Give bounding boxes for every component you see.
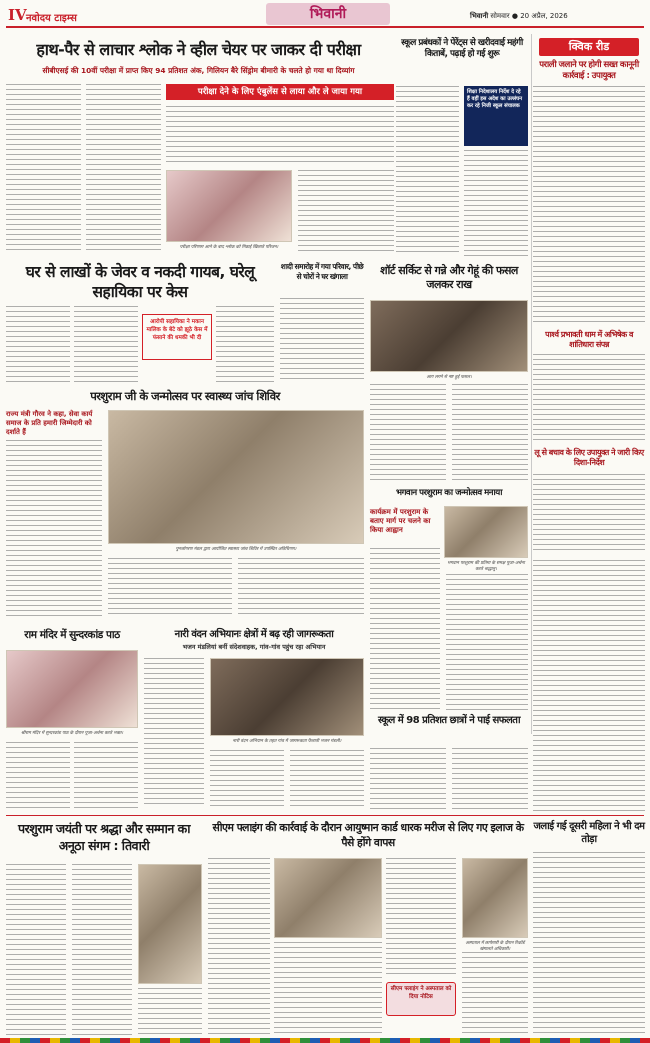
ram-body-col-2 (74, 742, 138, 812)
lead-body-col-2 (86, 84, 161, 252)
wedding-body (280, 298, 364, 382)
parshuram-jayanti-body-col-1 (6, 864, 66, 1036)
parshuram-jayanti-headline: परशुराम जयंती पर श्रद्धा और सम्मान का अनूठा संगम : तिवारी (18, 821, 190, 853)
ayushman-photo (274, 858, 382, 938)
janmotsav-subhead: कार्यक्रम में परशुराम के बताए मार्ग पर चलने का किया आह्वान (370, 508, 431, 534)
parshuram-jayanti-photo (138, 864, 202, 984)
quick-read-headline-2: पार्श्व प्रभावती धाम में अभिषेक व शांतिधारा संपन्न (545, 330, 633, 349)
lead-body-col-3 (166, 106, 394, 164)
quick-read-title: क्विक रीड (539, 38, 639, 56)
janmotsav-body-col-1 (370, 548, 440, 710)
nari-story (144, 628, 364, 812)
burn-story (533, 820, 645, 1036)
ram-photo (6, 650, 138, 728)
jewelry-body-col-2 (74, 306, 138, 382)
fire-body-col-2 (452, 384, 528, 484)
school-headline: स्कूल प्रबंधकों ने पेरेंट्स से खरीदवाई महंगी किताबें, पढ़ाई हो गई शुरू (401, 38, 523, 59)
fire-photo (370, 300, 528, 372)
column-divider-right (531, 34, 532, 734)
ram-story (6, 628, 138, 812)
ram-body-col-1 (6, 742, 70, 812)
ayushman-body-col-2 (386, 858, 456, 978)
burn-body (533, 852, 645, 1036)
lead-headline: हाथ-पैर से लाचार श्लोक ने व्हील चेयर पर जाकर दी परीक्षा (36, 40, 361, 59)
fire-body-col-1 (370, 384, 446, 484)
health-camp-subhead: राज्य मंत्री गौरव ने कहा, सेवा कार्य समाज के प्रति हमारी जिम्मेदारी को दर्शाते हैं (6, 410, 93, 436)
health-camp-body-col-3 (238, 558, 364, 616)
janmotsav-headline: भगवान परशुराम का जन्मोत्सव मनाया (396, 488, 502, 498)
wedding-headline: शादी समारोह में गया परिवार, पीछे से चोरों ने घर खंगाला (280, 262, 364, 281)
school-result-headline: स्कूल में 98 प्रतिशत छात्रों ने पाई सफलता (377, 715, 521, 726)
health-camp-headline: परशुराम जी के जन्मोत्सव पर स्वास्थ्य जांच शिविर (90, 389, 280, 403)
quick-read-sidebar (533, 34, 645, 554)
nari-photo (210, 658, 364, 736)
janmotsav-photo (444, 506, 528, 558)
school-callout: शिक्षा निदेशालय निर्देश दे रहे हैं वहीं इस अदेश का उल्लंघन कर रहे निजी स्कूल संचालक (464, 86, 528, 146)
section-title: भिवानी (266, 3, 390, 25)
ayushman-body-col-1 (208, 858, 270, 1036)
school-result-body-col-1 (370, 748, 446, 812)
school-result-body-col-2 (452, 748, 528, 812)
ram-headline: राम मंदिर में सुन्दरकांड पाठ (24, 629, 120, 641)
health-camp-caption: पुनर्जागरण मंडल द्वारा आयोजित स्वास्थ्य जांच शिविर में उपस्थित अतिथिगण। (175, 547, 297, 552)
jewelry-headline: घर से लाखों के जेवर व नकदी गायब, घरेलू सहायिका पर केस (25, 263, 255, 301)
jewelry-body-col-1 (6, 306, 70, 382)
lead-body-col-4 (298, 170, 394, 252)
bottom-band-rule (6, 815, 644, 816)
jewelry-story (6, 262, 274, 382)
quick-read-headline-3: लू से बचाव के लिए उपायुक्त ने जारी किए दिशा-निर्देश (534, 448, 644, 467)
health-camp-story (6, 388, 364, 622)
school-result-story (370, 714, 528, 812)
ayushman-notice-badge: सीएम फ्लाइंग ने अस्पताल को दिया नोटिस (386, 982, 456, 1016)
school-body-col-1 (396, 86, 459, 256)
ayushman-photo-2 (462, 858, 528, 938)
nari-caption: नारी वंदन अभियान के तहत गांव में जागरूकता फैलाती भजन मंडली। (232, 739, 342, 744)
quick-read-body-2 (533, 354, 645, 444)
date-text: सोमवार ● 20 अप्रैल, 2026 (490, 12, 568, 20)
quick-read-body-3 (533, 474, 645, 554)
paper-name: नवोदय टाइम्स (26, 13, 77, 24)
health-camp-body-col-2 (108, 558, 232, 616)
lead-photo (166, 170, 292, 242)
burn-headline: जलाई गई दूसरी महिला ने भी दम तोड़ा (533, 821, 645, 845)
wedding-story (280, 262, 364, 382)
parshuram-jayanti-body-col-3 (138, 988, 202, 1036)
nari-subhead: भजन मंडलियां बनीं संदेशवाहक, गांव-गांव पहुंच रहा अभियान (182, 643, 326, 651)
lead-subhead: सीबीएसई की 10वीं परीक्षा में प्राप्त किए 94 प्रतिशत अंक, गिलियन बैरे सिंड्रोम बीमारी के चलते हो गया था दिव्यांग (42, 66, 355, 75)
janmotsav-caption: भगवान परशुराम की प्रतिमा के समक्ष पूजा-अर्चना करते श्रद्धालु। (447, 561, 525, 572)
lead-body-col-1 (6, 84, 81, 252)
edition-name: भिवानी (470, 12, 489, 20)
masthead-rule (6, 26, 644, 28)
fire-headline: शॉर्ट सर्किट से गन्ने और गेहूं की फसल जलकर राख (380, 264, 518, 291)
jewelry-body-col-3 (216, 306, 274, 382)
nari-body-col-3 (290, 750, 364, 808)
health-camp-photo (108, 410, 364, 544)
bottom-color-strip (0, 1038, 650, 1043)
quick-read-headline-1: पराली जलाने पर होगी सख्त कानूनी कार्रवाई : उपायुक्त (539, 60, 639, 81)
lead-photo-caption: परीक्षा परिणाम आने के बाद श्लोक को मिठाई खिलाते परिजन। (179, 245, 279, 250)
nari-body-col-1 (144, 658, 204, 808)
janmotsav-story (370, 488, 528, 710)
right-column-continuation (533, 560, 645, 812)
parshuram-jayanti-story (6, 820, 202, 1036)
ram-caption: श्रीराम मंदिर में सुन्दरकांड पाठ के दौरान पूजा-अर्चना करते भक्त। (20, 731, 124, 736)
fire-caption: आग लगने से नष्ट हुई फसल। (426, 375, 472, 380)
jewelry-quote: आरोपी सहायिका ने मकान मालिक के बेटे को झूठे केस में फंसाने की धमकी भी दी (142, 314, 212, 360)
nari-headline: नारी वंदन अभियानः क्षेत्रों में बढ़ रही जागरूकता (174, 629, 334, 640)
edition-date (470, 12, 568, 21)
ayushman-story (208, 820, 528, 1036)
ayushman-body-col-4 (462, 952, 528, 1036)
ayushman-body-col-3 (274, 942, 382, 1036)
ayushman-caption: अस्पताल में छापेमारी के दौरान रिकॉर्ड खंगालते अधिकारी। (465, 941, 525, 952)
ayushman-headline: सीएम फ्लाइंग की कार्रवाई के दौरान आयुष्मान कार्ड धारक मरीज से लिए गए इलाज के पैसे होंगे वापस (212, 821, 524, 849)
quick-read-body-1 (533, 86, 645, 326)
janmotsav-body-col-2 (446, 574, 528, 710)
lead-banner: परीक्षा देने के लिए एंबुलेंस से लाया और ले जाया गया (166, 84, 394, 100)
school-story (396, 38, 528, 258)
masthead (0, 0, 650, 30)
fire-story (370, 262, 528, 484)
health-camp-body-col-1 (6, 440, 102, 616)
school-body-col-2 (464, 150, 528, 256)
nari-body-col-2 (210, 750, 284, 808)
page-number: IV (8, 6, 27, 24)
parshuram-jayanti-body-col-2 (72, 864, 132, 1036)
